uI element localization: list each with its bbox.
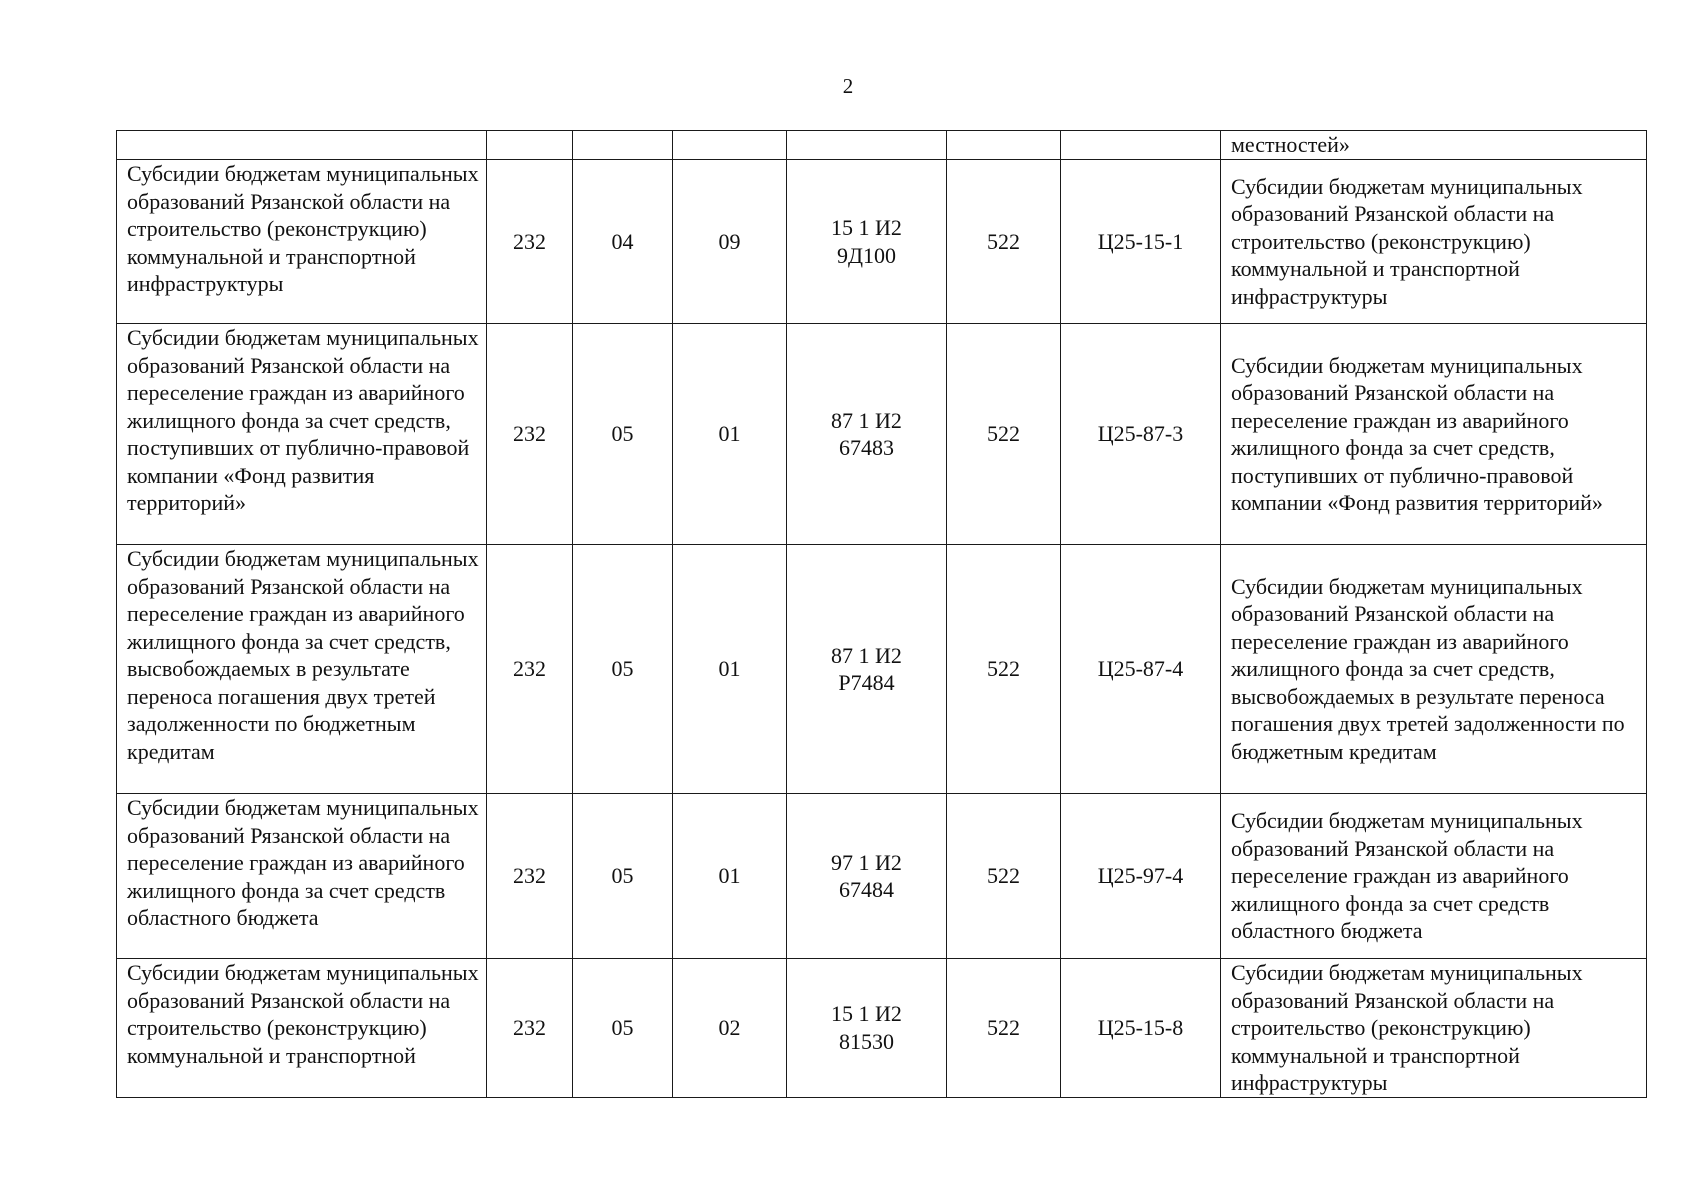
target-article-cell <box>787 324 947 545</box>
name-cell: Субсидии бюджетам муниципальных образований Рязанской области на строительство (реконструкцию) коммунальной и транспортной инфраструктуры <box>117 160 487 324</box>
name-cell: Субсидии бюджетам муниципальных образований Рязанской области на переселение граждан из аварийного жилищного фонда за счет средств, поступивших от публично-правовой компании «Фонд развития территорий» <box>117 324 487 545</box>
description-cell: Субсидии бюджетам муниципальных образований Рязанской области на строительство (реконструкцию) коммунальной и транспортной инфраструктуры <box>1221 160 1647 324</box>
table-row <box>117 545 1647 794</box>
expense-type-cell <box>947 131 1061 160</box>
description-cell: Субсидии бюджетам муниципальных образований Рязанской области на переселение граждан из аварийного жилищного фонда за счет средств, поступивших от публично-правовой компании «Фонд развития территорий» <box>1221 324 1647 545</box>
purpose-code-cell: Ц25-97-4 <box>1061 794 1221 959</box>
expense-type-cell: 522 <box>947 545 1061 794</box>
name-cell <box>117 131 487 160</box>
target-article-code: 15 1 И2 81530 <box>831 1001 902 1054</box>
target-article-code: 87 1 И2 Р7484 <box>831 642 902 695</box>
ministry-cell: 232 <box>487 324 573 545</box>
target-article-cell <box>787 794 947 959</box>
section-cell: 05 <box>573 959 673 1098</box>
expense-type-cell: 522 <box>947 160 1061 324</box>
name-cell: Субсидии бюджетам муниципальных образований Рязанской области на переселение граждан из аварийного жилищного фонда за счет средств областного бюджета <box>117 794 487 959</box>
name-cell: Субсидии бюджетам муниципальных образований Рязанской области на строительство (реконструкцию) коммунальной и транспортной <box>117 959 487 1098</box>
continuation-row <box>117 131 1647 160</box>
description-cell: Субсидии бюджетам муниципальных образований Рязанской области на переселение граждан из аварийного жилищного фонда за счет средств областного бюджета <box>1221 794 1647 959</box>
ministry-cell <box>487 131 573 160</box>
name-cell: Субсидии бюджетам муниципальных образований Рязанской области на переселение граждан из аварийного жилищного фонда за счет средств, высвобождаемых в результате переноса погашения двух третей задолженности по бюджетным кредитам <box>117 545 487 794</box>
purpose-code-cell: Ц25-15-1 <box>1061 160 1221 324</box>
subsection-cell: 01 <box>673 794 787 959</box>
table-row <box>117 794 1647 959</box>
ministry-cell: 232 <box>487 160 573 324</box>
subsection-cell: 01 <box>673 324 787 545</box>
subsection-cell: 01 <box>673 545 787 794</box>
purpose-code-cell <box>1061 131 1221 160</box>
table-row <box>117 959 1647 1098</box>
target-article-cell <box>787 160 947 324</box>
target-article-code: 97 1 И2 67484 <box>831 849 902 902</box>
description-cell: местностей» <box>1221 131 1647 160</box>
budget-classification-table <box>116 130 1647 1098</box>
expense-type-cell: 522 <box>947 324 1061 545</box>
section-cell: 05 <box>573 545 673 794</box>
section-cell <box>573 131 673 160</box>
purpose-code-cell: Ц25-15-8 <box>1061 959 1221 1098</box>
target-article-cell <box>787 545 947 794</box>
table-row <box>117 160 1647 324</box>
subsection-cell <box>673 131 787 160</box>
target-article-cell <box>787 959 947 1098</box>
target-article-code: 15 1 И2 9Д100 <box>831 215 902 268</box>
expense-type-cell: 522 <box>947 959 1061 1098</box>
expense-type-cell: 522 <box>947 794 1061 959</box>
target-article-code: 87 1 И2 67483 <box>831 407 902 460</box>
purpose-code-cell: Ц25-87-3 <box>1061 324 1221 545</box>
page-number: 2 <box>842 74 854 98</box>
target-article-cell <box>787 131 947 160</box>
section-cell: 05 <box>573 794 673 959</box>
purpose-code-cell: Ц25-87-4 <box>1061 545 1221 794</box>
description-cell: Субсидии бюджетам муниципальных образований Рязанской области на строительство (реконструкцию) коммунальной и транспортной инфраструктуры <box>1221 959 1647 1098</box>
section-cell: 04 <box>573 160 673 324</box>
ministry-cell: 232 <box>487 794 573 959</box>
ministry-cell: 232 <box>487 959 573 1098</box>
table-row <box>117 324 1647 545</box>
description-cell: Субсидии бюджетам муниципальных образований Рязанской области на переселение граждан из аварийного жилищного фонда за счет средств, высвобождаемых в результате переноса погашения двух третей задолженности по бюджетным кредитам <box>1221 545 1647 794</box>
subsection-cell: 02 <box>673 959 787 1098</box>
ministry-cell: 232 <box>487 545 573 794</box>
subsection-cell: 09 <box>673 160 787 324</box>
section-cell: 05 <box>573 324 673 545</box>
